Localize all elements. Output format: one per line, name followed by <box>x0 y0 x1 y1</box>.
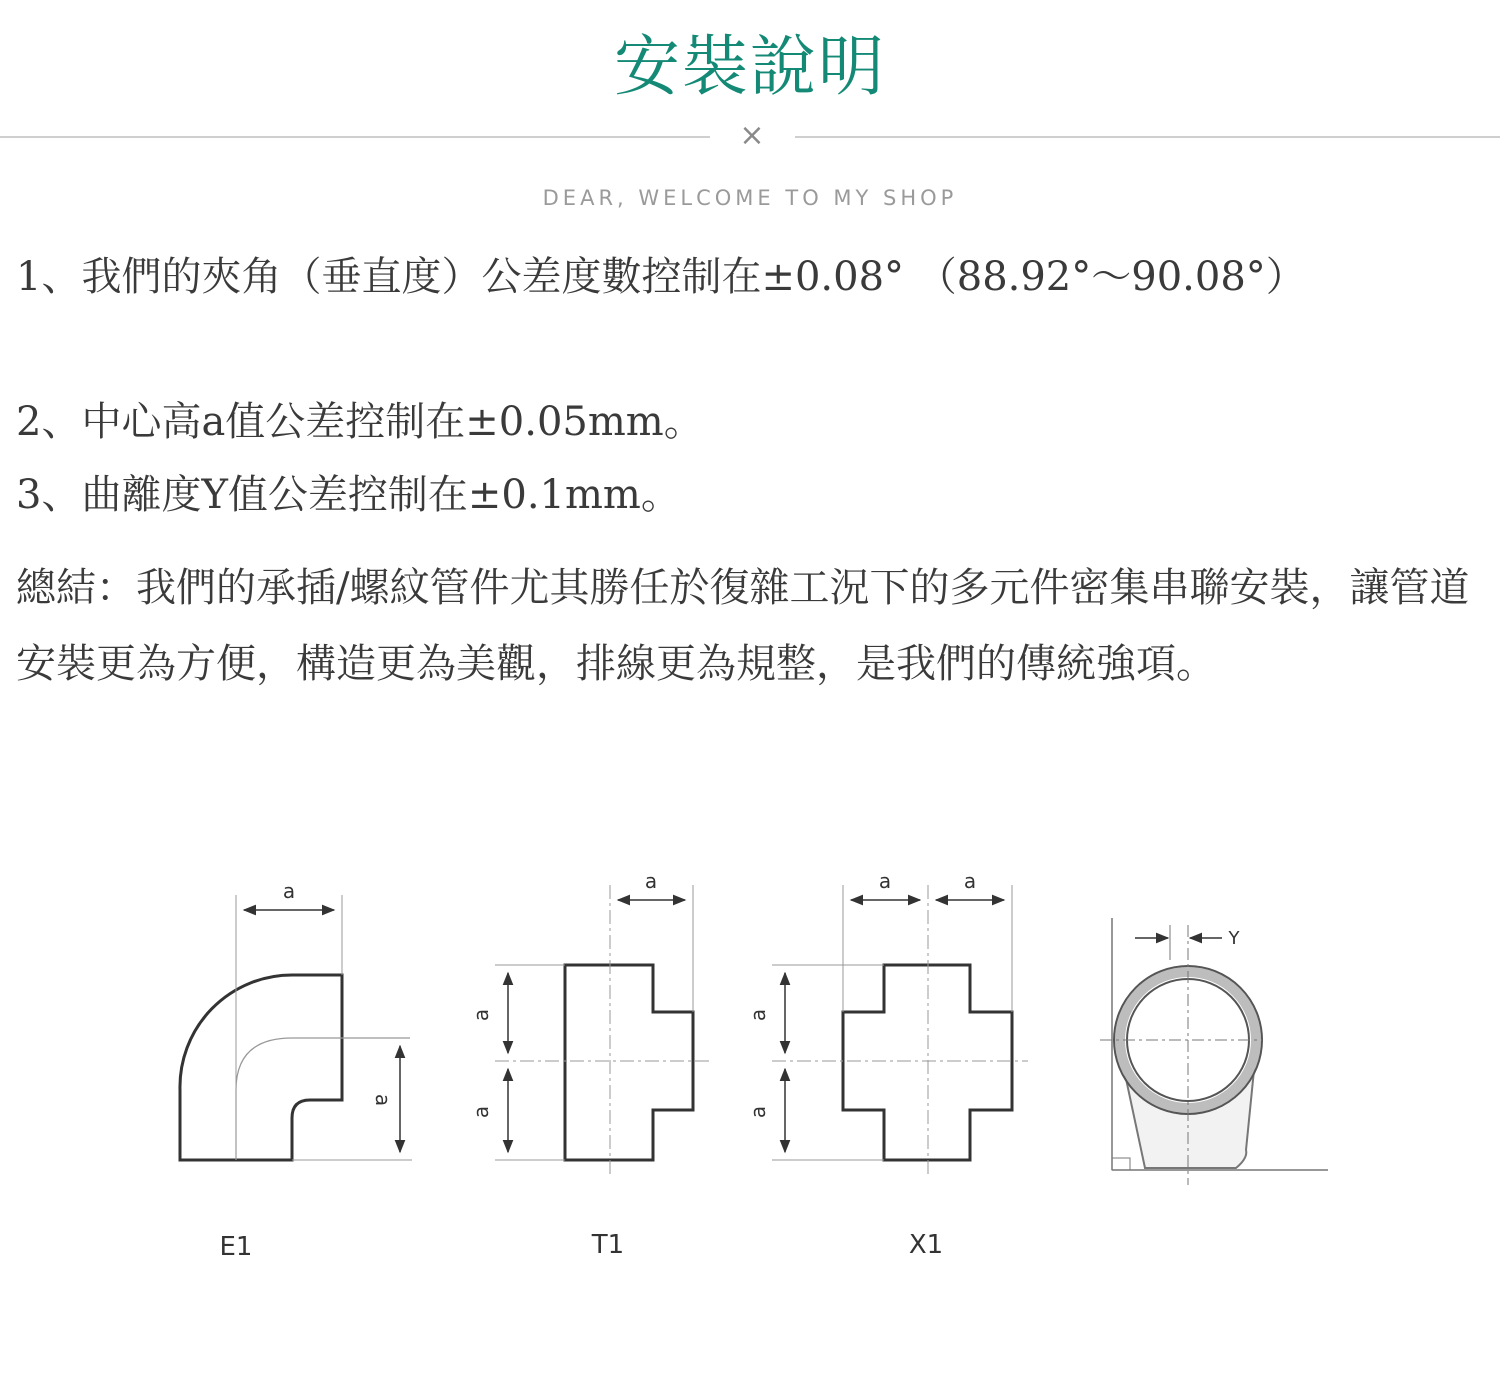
tee-t1-caption: T1 <box>591 1230 625 1260</box>
elbow-e1-outline <box>180 975 342 1160</box>
elbow-e1-caption: E1 <box>219 1232 253 1262</box>
cross-x1-caption: X1 <box>908 1230 944 1260</box>
summary-paragraph: 總結：我們的承插/螺紋管件尤其勝任於復雜工況下的多元件密集串聯安裝，讓管道安裝更為方便，構造更為美觀，排線更為規整，是我們的傳統強項。 <box>16 565 1470 687</box>
cross-x1-dim-top-right: a <box>963 869 977 893</box>
close-icon: × <box>739 118 765 153</box>
page-title: 安裝說明 <box>614 28 886 105</box>
offset-dim-y: Y <box>1228 928 1240 949</box>
spec-offset-tolerance: 3、曲離度Y值公差控制在±0.1mm。 <box>16 472 681 518</box>
cross-x1-dim-top-left: a <box>878 869 892 893</box>
welcome-subtitle: DEAR, WELCOME TO MY SHOP <box>542 186 958 210</box>
cross-x1-drawing <box>746 869 1028 1260</box>
elbow-e1-dim-side: a <box>371 1093 395 1107</box>
tee-t1-dim-top: a <box>644 869 658 893</box>
tee-t1-dim-lower: a <box>469 1105 493 1119</box>
divider-right <box>795 136 1500 138</box>
cross-x1-dim-lower: a <box>746 1105 770 1119</box>
elbow-e1-dim-top: a <box>282 879 296 903</box>
divider-left <box>0 136 710 138</box>
spec-center-height: 2、中心高a值公差控制在±0.05mm。 <box>16 399 704 445</box>
offset-y-drawing <box>1100 918 1328 1185</box>
tee-t1-outline <box>565 965 693 1160</box>
tee-t1-drawing <box>469 869 710 1260</box>
tee-t1-dim-upper: a <box>469 1008 493 1022</box>
fitting-drawings <box>0 840 1500 1290</box>
spec-angle-tolerance: 1、我們的夾角（垂直度）公差度數控制在±0.08° （88.92°～90.08°） <box>16 254 1306 300</box>
cross-x1-dim-upper: a <box>746 1008 770 1022</box>
elbow-e1-drawing <box>180 879 412 1262</box>
